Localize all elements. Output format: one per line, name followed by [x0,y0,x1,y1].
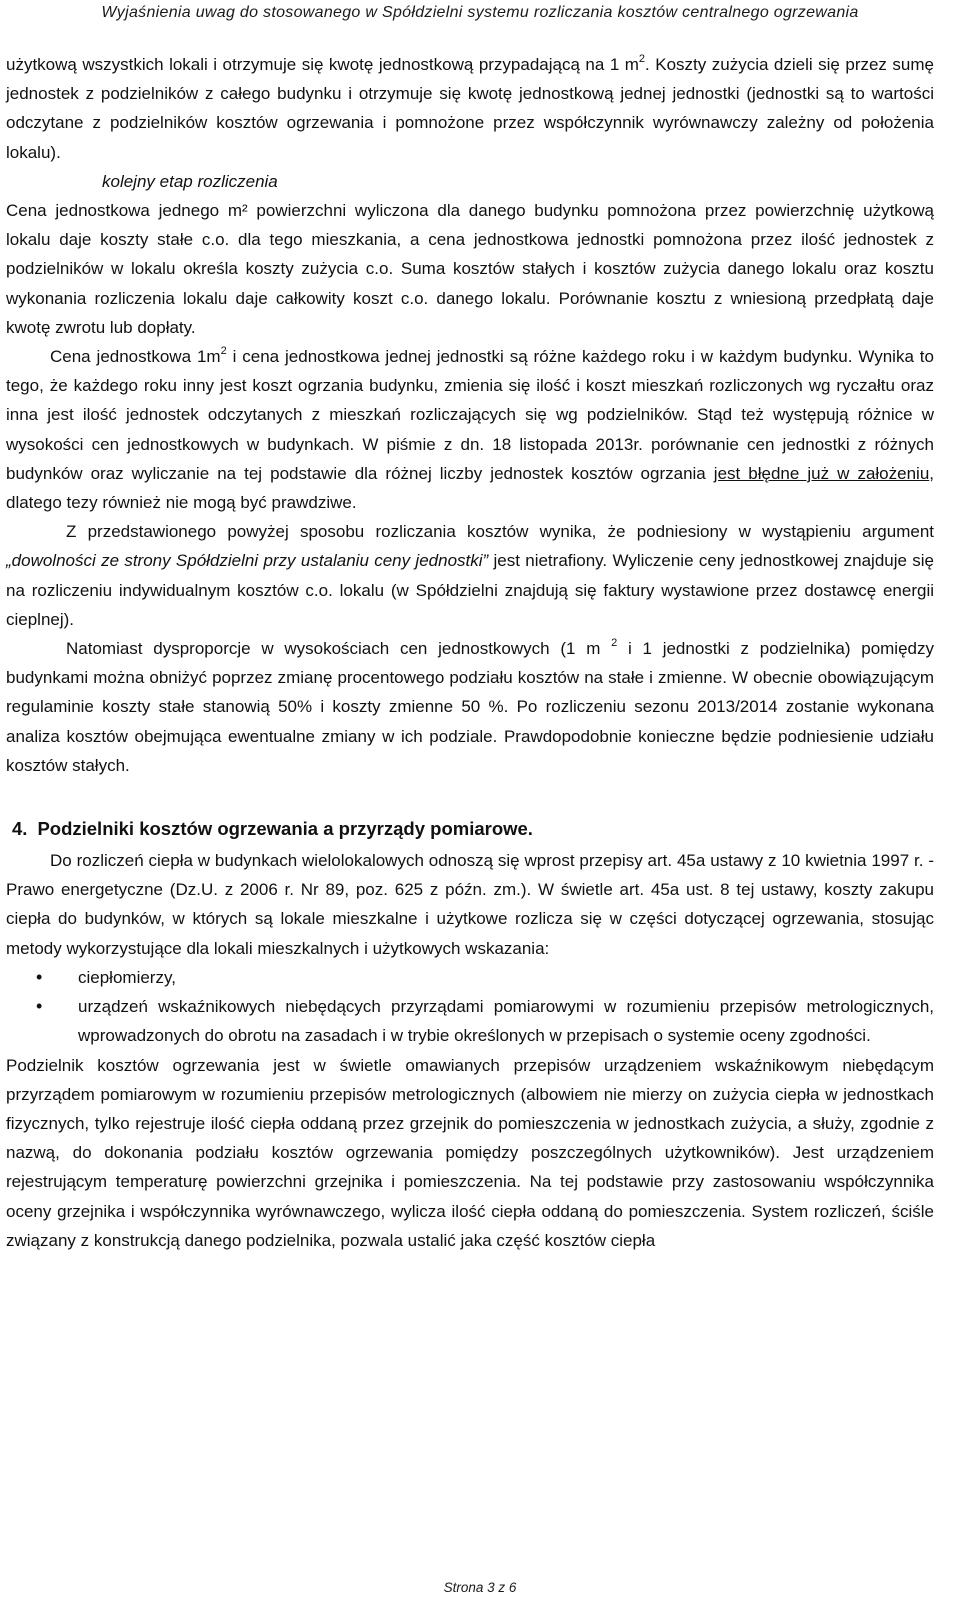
superscript: 2 [220,345,227,358]
paragraph-disproportions [6,634,934,780]
text-run: . Koszty zużycia dzieli się przez sumę jednostek z podzielników z całego budynku i otrzymuje się kwotę jednostkową jednej jednostki (jednostki są to wartości odczytane z podzielników kosztów ogrzewania i pomnożone przez współczynnik wyrównawczy zależny od położenia lokalu). [6,55,934,162]
list-item [6,963,934,992]
text-run: i cena jednostkowa jednej jednostki są różne każdego roku i w każdym budynku. Wynika to tego, że każdego roku inny jest koszt ogrzania budynku, zmienia się ilość i koszt mieszkań rozliczonych wg ryczałtu oraz inna jest ilość jednostek odczytanych z mieszkań rozliczających się wg podzielników. Stąd też występują różnice w wysokości cen jednostkowych w budynkach. W piśmie z dn. 18 listopada 2013r. porównanie cen jednostki z różnych budynków oraz wyliczanie na tej podstawie dla różnej liczby jednostek kosztów ogrzania [6,347,934,483]
bullet-icon: • [36,966,43,987]
paragraph-section-intro: Do rozliczeń ciepła w budynkach wielolokalowych odnoszą się wprost przepisy art. 45a ustawy z 10 kwietnia 1997 r. - Prawo energetyczne (Dz.U. z 2006 r. Nr 89, poz. 625 z późn. zm.). W świetle art. 45a ust. 8 tej ustawy, koszty zakupu ciepła do budynków, w których są lokale mieszkalne i użytkowe rozlicza się w części dotyczącej ogrzewania, stosując metody wykorzystujące dla lokali mieszkalnych i użytkowych wskazania: [6,851,934,958]
text-run: i 1 jednostki z podzielnika) pomiędzy budynkami można obniżyć poprzez zmianę procentowego podziału kosztów na stałe i zmienne. W obecnie obowiązującym regulaminie koszty stałe stanowią 50% i koszty zmienne 50 %. Po rozliczeniu sezonu 2013/2014 zostanie wykonana analiza kosztów obejmująca ewentualne zmiany w ich podziale. Prawdopodobnie konieczne będzie podniesienie udziału kosztów stałych. [6,639,934,775]
list-item-text: ciepłomierzy, [78,967,176,987]
document-body [6,50,934,1255]
bullet-icon: • [36,996,43,1017]
text-run: Z przedstawionego powyżej sposobu rozliczania kosztów wynika, że podniesiony w wystąpieniu argument [66,522,934,542]
text-run: jest nietrafiony. Wyliczenie ceny jednostkowej znajduje się na rozliczeniu indywidualnym kosztów c.o. lokalu (w Spółdzielni znajdują się faktury wystawione przez dostawcę energii cieplnej). [6,551,934,629]
paragraph-unit-cost-calc [6,50,934,167]
superscript: 2 [611,637,618,650]
paragraph-next-stage: kolejny etap rozliczenia [102,171,278,191]
section-title: Podzielniki kosztów ogrzewania a przyrządy pomiarowe. [37,818,533,840]
section-number: 4. [12,818,28,840]
paragraph-divider-definition: Podzielnik kosztów ogrzewania jest w świetle omawianych przepisów urządzeniem wskaźnikowym niebędącym przyrządem pomiarowym w rozumieniu przepisów metrologicznych (albowiem nie mierzy on zużycia ciepła w jednostkach fizycznych, tylko rejestruje ilość ciepła oddaną przez grzejnik do pomieszczenia w jednostkach zużycia, a służy, zgodnie z nazwą, do dokonania podziału kosztów ogrzewania pomiędzy poszczególnych użytkowników). Jest urządzeniem rejestrującym temperaturę powierzchni grzejnika i pomieszczenia. Na tej podstawie przy zastosowaniu współczynnika oceny grzejnika i współczynnika wyrównawczego, wylicza ilość ciepła oddaną do pomieszczenia. System rozliczeń, ściśle związany z konstrukcją danego podzielnika, pozwala ustalić jaka część kosztów ciepła [6,1055,934,1250]
text-run: użytkową wszystkich lokali i otrzymuje się kwotę jednostkową przypadającą na 1 m [6,55,639,74]
paragraph-argument [6,517,934,634]
section-heading [12,814,934,844]
superscript: 2 [638,53,646,66]
paragraph-cost-summary: Cena jednostkowa jednego m² powierzchni wyliczona dla danego budynku pomnożona przez powierzchnię użytkową lokalu daje koszty stałe c.o. dla tego mieszkania, a cena jednostkowa jednostki pomnożona przez ilość jednostek z podzielników w lokalu określa koszty zużycia c.o. Suma kosztów stałych i kosztów zużycia danego lokalu oraz kosztu wykonania rozliczenia lokalu daje całkowity koszt c.o. danego lokalu. Porównanie kosztu z wniesioną przedpłatą daje kwotę zwrotu lub dopłaty. [6,201,934,337]
page-header: Wyjaśnienia uwag do stosowanego w Spółdzielni systemu rozliczania kosztów centralnego ogrzewania [101,4,859,21]
text-run: Cena jednostkowa 1m [50,347,221,367]
underlined-text: jest błędne już w założeniu [713,463,930,483]
text-run: Natomiast dysproporcje w wysokościach cen jednostkowych (1 m [66,639,612,659]
text-run: , dlatego tezy również nie mogą być prawdziwe. [6,463,935,513]
italic-quote: „dowolności ze strony Spółdzielni przy ustalaniu ceny jednostki” [6,551,489,571]
list-item-text: urządzeń wskaźnikowych niebędących przyrządami pomiarowymi w rozumieniu przepisów metrologicznych, wprowadzonych do obrotu na zasadach i w trybie określonych w przepisach o systemie oceny zgodności. [78,997,934,1046]
paragraph-price-differences [6,342,934,517]
page-number: Strona 3 z 6 [443,1580,517,1595]
bullet-list [6,963,934,1051]
list-item [6,992,934,1050]
